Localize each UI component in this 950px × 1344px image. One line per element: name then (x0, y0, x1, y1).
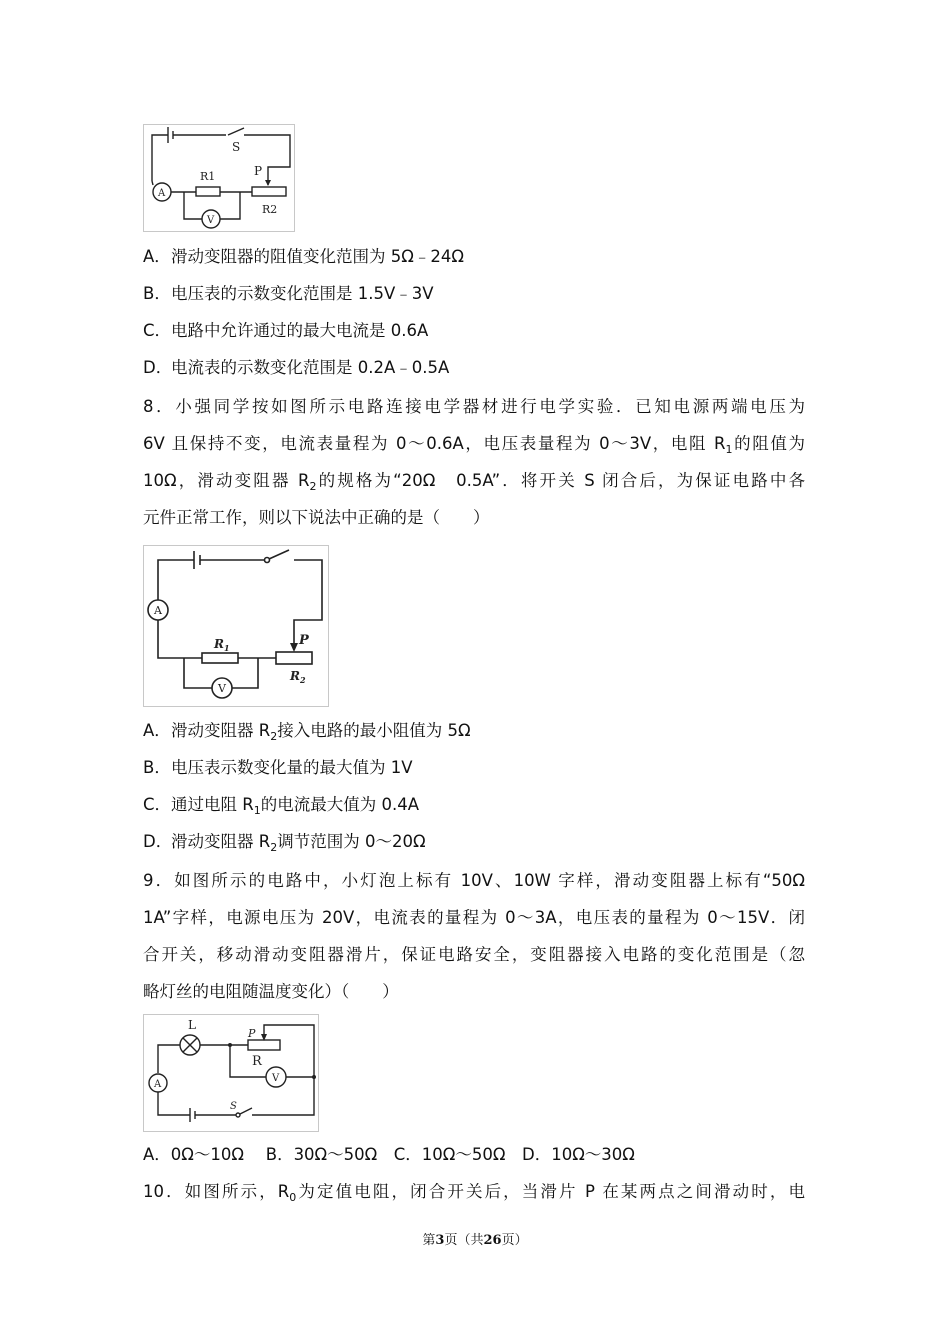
q7-option-d: D．电流表的示数变化范围是 0.2A﹣0.5A (143, 358, 450, 377)
q8-label-r2: $R_2$ (290, 669, 306, 685)
q8-label-r1: $R_1$ (214, 637, 230, 653)
q8-label-p: P (299, 633, 309, 648)
q9-circuit-diagram (144, 1015, 318, 1131)
total-page-count: 26 (483, 1233, 502, 1248)
q9-voltmeter-label: V (272, 1073, 280, 1084)
q8-ammeter-label: A (154, 604, 162, 617)
q8-stem-line-3: 10Ω，滑动变阻器 $R_2$的规格为“20Ω 0.5A”．将开关 S 闭合后，为保证电路中各 (143, 471, 805, 493)
q8-voltmeter-label: V (218, 682, 226, 695)
q9-label-l: L (188, 1018, 196, 1032)
q8-circuit-diagram (144, 546, 328, 706)
q9-ammeter-label: A (154, 1079, 162, 1090)
q7-label-r2: R2 (262, 203, 278, 216)
current-page-number: 3 (435, 1233, 445, 1248)
q7-option-c: C．电路中允许通过的最大电流是 0.6A (143, 321, 429, 340)
q8-option-a: A．滑动变阻器 $R_2$接入电路的最小阻值为 5Ω (143, 721, 471, 743)
q8-option-c: C．通过电阻 $R_1$的电流最大值为 0.4A (143, 795, 419, 817)
q9-stem-line-3: 合开关，移动滑动变阻器滑片，保证电路安全，变阻器接入电路的变化范围是（忽 (143, 945, 805, 964)
q9-stem-line-2: 1A”字样，电源电压为 20V，电流表的量程为 0～3A，电压表的量程为 0～15V．闭 (143, 908, 805, 927)
q9-options: A．0Ω～10Ω B．30Ω～50Ω C．10Ω～50Ω D．10Ω～30Ω (143, 1145, 635, 1164)
q7-circuit-diagram (144, 125, 294, 231)
q9-stem-line-1: 9．如图所示的电路中，小灯泡上标有 10V、10W 字样，滑动变阻器上标有“50Ω (143, 871, 805, 890)
q7-option-b: B．电压表的示数变化范围是 1.5V﹣3V (143, 284, 434, 303)
q9-stem-line-4: 略灯丝的电阻随温度变化）（ ） (143, 982, 399, 1001)
q7-voltmeter-label: V (207, 215, 215, 226)
q8-stem-line-4: 元件正常工作，则以下说法中正确的是（ ） (143, 508, 490, 527)
q9-label-p: P (248, 1027, 256, 1040)
q9-label-r: R (252, 1054, 262, 1069)
q7-label-s: S (232, 140, 241, 154)
q7-circuit-figure (143, 124, 295, 232)
q7-option-a: A．滑动变阻器的阻值变化范围为 5Ω﹣24Ω (143, 247, 464, 266)
q8-stem-line-2: 6V 且保持不变，电流表量程为 0～0.6A，电压表量程为 0～3V，电阻 $R_1$的阻值为 (143, 434, 805, 456)
q9-circuit-figure (143, 1014, 319, 1132)
q9-label-s: S (230, 1101, 237, 1112)
q8-stem-line-1: 8．小强同学按如图所示电路连接电学器材进行电学实验．已知电源两端电压为 (143, 397, 805, 416)
q8-circuit-figure (143, 545, 329, 707)
q7-ammeter-label: A (158, 188, 166, 199)
q7-label-p: P (254, 164, 263, 178)
q10-stem-line-1: 10．如图所示，$R_0$为定值电阻，闭合开关后，当滑片 P 在某两点之间滑动时，电 (143, 1182, 805, 1204)
q7-label-r1: R1 (200, 170, 216, 183)
q8-option-b: B．电压表示数变化量的最大值为 1V (143, 758, 413, 777)
q8-option-d: D．滑动变阻器 $R_2$调节范围为 0～20Ω (143, 832, 426, 854)
page-footer: 第3页（共26页） (422, 1233, 528, 1248)
